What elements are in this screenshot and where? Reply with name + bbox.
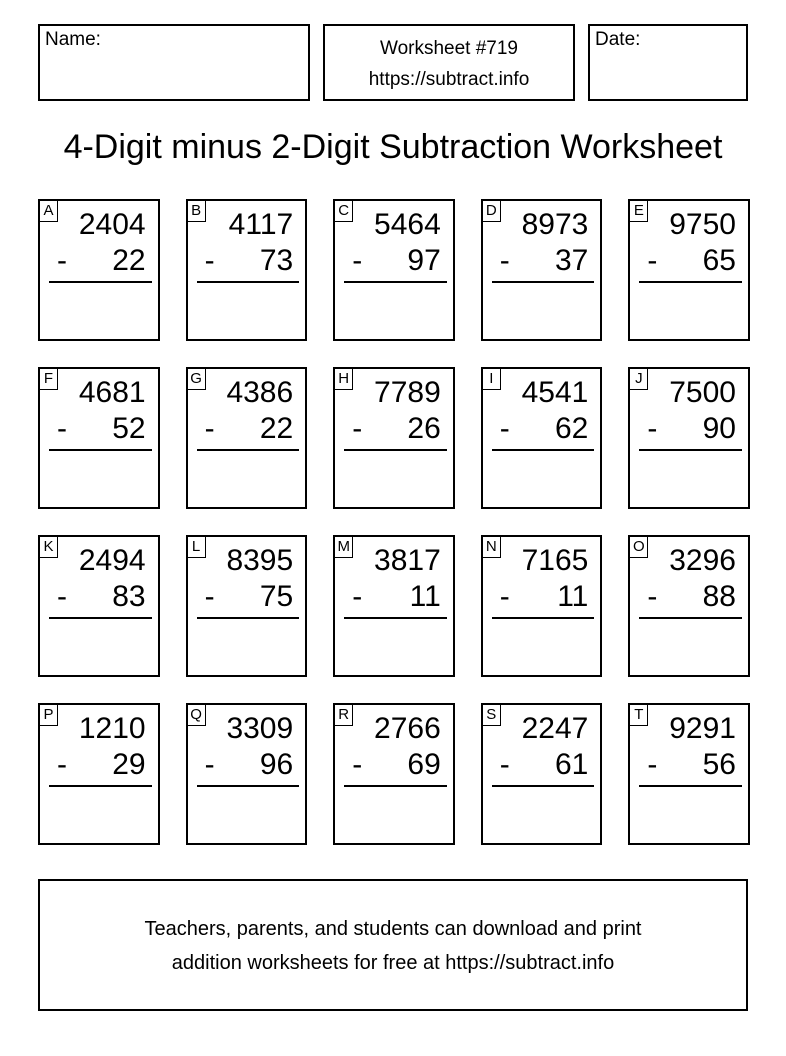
- worksheet-url: https://subtract.info: [368, 69, 530, 90]
- answer-line: [492, 281, 595, 283]
- minus-sign: -: [57, 244, 67, 277]
- problem-card: [186, 367, 308, 509]
- minus-sign: -: [499, 412, 510, 445]
- problem-letter: S: [483, 705, 501, 726]
- problem-card: [333, 199, 455, 341]
- problem-letter: I: [483, 369, 501, 390]
- subtrahend: 88: [702, 580, 736, 613]
- minus-sign: -: [352, 244, 363, 277]
- problem-letter: N: [483, 537, 501, 558]
- answer-line: [639, 281, 742, 283]
- minus-sign: -: [647, 412, 658, 445]
- minuend: 3296: [669, 544, 736, 577]
- problem-letter: A: [40, 201, 58, 222]
- problem-card: [38, 703, 160, 845]
- problem-row: [38, 199, 750, 341]
- subtrahend: 73: [259, 244, 294, 277]
- minuend: 2247: [521, 712, 589, 745]
- minus-sign: -: [57, 580, 67, 613]
- minuend: 4117: [228, 208, 294, 241]
- answer-line: [197, 785, 300, 787]
- problem-card: [481, 367, 603, 509]
- footer-line-1: Teachers, parents, and students can download and print: [144, 918, 642, 940]
- problem-card: [333, 703, 455, 845]
- problem-card: [186, 535, 308, 677]
- answer-line: [639, 449, 742, 451]
- problem-card: [628, 367, 750, 509]
- subtrahend: 37: [555, 244, 589, 277]
- date-box: [588, 24, 748, 101]
- minus-sign: -: [499, 580, 510, 613]
- worksheet-number: Worksheet #719: [379, 38, 518, 59]
- footer-box: [38, 879, 748, 1011]
- subtrahend: 75: [259, 580, 294, 613]
- subtrahend: 56: [702, 748, 736, 781]
- minus-sign: -: [204, 244, 215, 277]
- minuend: 7789: [374, 376, 441, 409]
- problem-card: [333, 367, 455, 509]
- subtrahend: 11: [557, 580, 589, 613]
- minuend: 4541: [521, 376, 589, 409]
- minus-sign: -: [499, 244, 510, 277]
- minus-sign: -: [352, 580, 363, 613]
- minuend: 2494: [78, 544, 146, 577]
- problem-card: [333, 535, 455, 677]
- answer-line: [49, 617, 152, 619]
- answer-line: [344, 617, 447, 619]
- minus-sign: -: [352, 748, 363, 781]
- answer-line: [639, 785, 742, 787]
- minuend: 9291: [669, 712, 736, 745]
- name-label: Name:: [45, 29, 101, 50]
- subtrahend: 11: [409, 580, 441, 613]
- subtrahend: 22: [259, 412, 294, 445]
- minuend: 2766: [374, 712, 441, 745]
- problem-card: [628, 199, 750, 341]
- minus-sign: -: [204, 580, 215, 613]
- answer-line: [492, 785, 595, 787]
- minuend: 1210: [78, 712, 146, 745]
- subtrahend: 61: [555, 748, 589, 781]
- answer-line: [49, 281, 152, 283]
- answer-line: [344, 785, 447, 787]
- answer-line: [492, 617, 595, 619]
- minus-sign: -: [647, 580, 658, 613]
- page-title: 4-Digit minus 2-Digit Subtraction Worksheet: [63, 128, 723, 166]
- problem-grid: [38, 199, 750, 871]
- problem-card: [186, 703, 308, 845]
- problem-row: [38, 367, 750, 509]
- minus-sign: -: [57, 412, 67, 445]
- problem-card: [186, 199, 308, 341]
- minuend: 2404: [78, 208, 146, 241]
- minus-sign: -: [499, 748, 510, 781]
- minuend: 7500: [669, 376, 736, 409]
- subtrahend: 22: [112, 244, 146, 277]
- problem-letter: D: [483, 201, 501, 222]
- minus-sign: -: [204, 748, 215, 781]
- minus-sign: -: [204, 412, 215, 445]
- problem-letter: J: [630, 369, 648, 390]
- problem-row: [38, 703, 750, 845]
- problem-card: [628, 535, 750, 677]
- problem-letter: G: [188, 369, 206, 390]
- answer-line: [492, 449, 595, 451]
- subtrahend: 69: [407, 748, 441, 781]
- problem-card: [481, 703, 603, 845]
- answer-line: [344, 449, 447, 451]
- problem-letter: O: [630, 537, 648, 558]
- answer-line: [49, 449, 152, 451]
- answer-line: [197, 617, 300, 619]
- minuend: 9750: [669, 208, 736, 241]
- minuend: 7165: [521, 544, 589, 577]
- minuend: 3309: [226, 712, 294, 745]
- minuend: 4681: [78, 376, 146, 409]
- minuend: 8973: [521, 208, 589, 241]
- problem-letter: K: [40, 537, 58, 558]
- problem-letter: E: [630, 201, 648, 222]
- subtrahend: 97: [407, 244, 441, 277]
- problem-letter: H: [335, 369, 353, 390]
- subtrahend: 62: [555, 412, 589, 445]
- problem-card: [38, 367, 160, 509]
- answer-line: [49, 785, 152, 787]
- problem-letter: T: [630, 705, 648, 726]
- problem-letter: C: [335, 201, 353, 222]
- minuend: 8395: [226, 544, 294, 577]
- footer-line-2: addition worksheets for free at https://subtract.info: [171, 952, 615, 974]
- minus-sign: -: [57, 748, 67, 781]
- problem-row: [38, 535, 750, 677]
- date-label: Date:: [595, 29, 641, 50]
- problem-letter: R: [335, 705, 353, 726]
- problem-card: [628, 703, 750, 845]
- minus-sign: -: [647, 244, 658, 277]
- subtrahend: 65: [702, 244, 736, 277]
- worksheet-info-box: [323, 24, 575, 101]
- minuend: 4386: [226, 376, 294, 409]
- problem-card: [481, 199, 603, 341]
- subtrahend: 96: [259, 748, 294, 781]
- problem-letter: M: [335, 537, 353, 558]
- minuend: 3817: [374, 544, 441, 577]
- name-box: [38, 24, 310, 101]
- minus-sign: -: [647, 748, 658, 781]
- minus-sign: -: [352, 412, 363, 445]
- answer-line: [197, 281, 300, 283]
- problem-letter: Q: [188, 705, 206, 726]
- subtrahend: 90: [702, 412, 736, 445]
- answer-line: [197, 449, 300, 451]
- problem-card: [481, 535, 603, 677]
- problem-letter: B: [188, 201, 206, 222]
- minuend: 5464: [374, 208, 441, 241]
- answer-line: [344, 281, 447, 283]
- subtrahend: 29: [112, 748, 146, 781]
- subtrahend: 52: [112, 412, 146, 445]
- problem-letter: P: [40, 705, 58, 726]
- problem-card: [38, 535, 160, 677]
- subtrahend: 83: [112, 580, 146, 613]
- problem-letter: F: [40, 369, 58, 390]
- subtrahend: 26: [407, 412, 441, 445]
- problem-letter: L: [188, 537, 206, 558]
- problem-card: [38, 199, 160, 341]
- answer-line: [639, 617, 742, 619]
